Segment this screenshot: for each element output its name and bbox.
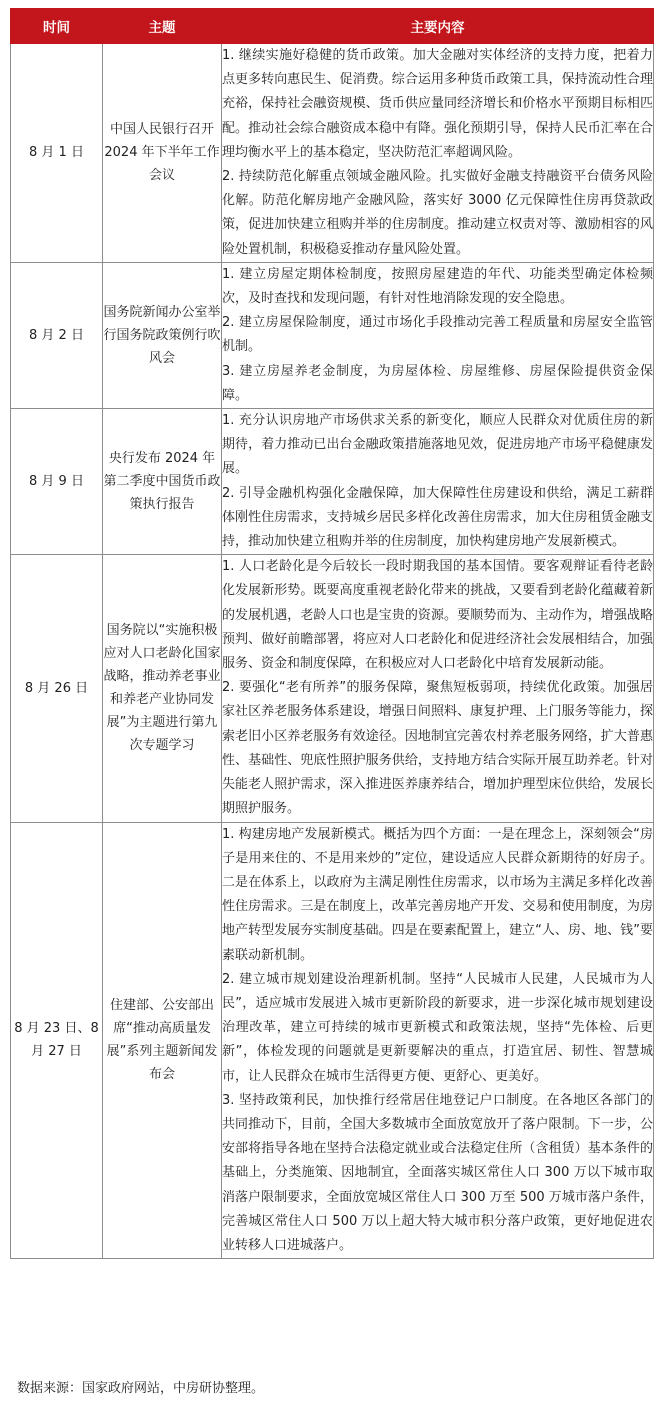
data-source-note: 数据来源：国家政府网站，中房研协整理。 bbox=[17, 1381, 265, 1396]
row-date: 8 月 26 日 bbox=[11, 555, 103, 822]
content-item: 1. 人口老龄化是今后较长一段时期我国的基本国情。要客观辩证看待老龄化发展新形势。既要高度重视老龄化带来的挑战，又要看到老龄化蕴藏着新的发展机遇，老龄人口也是宝贵的资源。要顺势而为、主动作为，增强战略预判、做好前瞻部署，将应对人口老龄化和促进经济社会发展相结合，加强服务、资金和制度保障，在积极应对人口老龄化中培育发展新动能。 bbox=[222, 559, 653, 672]
content-item: 2. 建立房屋保险制度，通过市场化手段推动完善工程质量和房屋安全监管机制。 bbox=[222, 315, 653, 355]
content-item: 2. 持续防范化解重点领域金融风险。扎实做好金融支持融资平台债务风险化解。防范化解房地产金融风险，落实好 3000 亿元保障性住房再贷款政策，促进加快建立租购并举的住房制度。推动建立权责对等、激励相容的风险处置机制，积极稳妥推动存量风险处置。 bbox=[222, 169, 653, 257]
table-row bbox=[11, 409, 654, 555]
row-date: 8 月 23 日、8 月 27 日 bbox=[11, 822, 103, 1259]
row-topic: 国务院以“实施积极应对人口老龄化国家战略，推动养老事业和养老产业协同发展”为主题进行第九次专题学习 bbox=[103, 555, 222, 822]
content-item: 3. 建立房屋养老金制度，为房屋体检、房屋维修、房屋保险提供资金保障。 bbox=[222, 363, 653, 403]
table-row bbox=[11, 822, 654, 1259]
row-content bbox=[222, 44, 654, 263]
row-content bbox=[222, 262, 654, 408]
content-item: 1. 建立房屋定期体检制度，按照房屋建造的年代、功能类型确定体检频次，及时查找和发现问题，有针对性地消除发现的安全隐患。 bbox=[222, 266, 653, 307]
policy-table bbox=[10, 8, 654, 1259]
row-topic: 央行发布 2024 年第二季度中国货币政策执行报告 bbox=[103, 409, 222, 555]
content-item: 2. 建立城市规划建设治理新机制。坚持“人民城市人民建，人民城市为人民”，适应城市发展进入城市更新阶段的新要求，进一步深化城市规划建设治理改革，建立可持续的城市更新模式和政策法规，坚持“先体检、后更新”，体检发现的问题就是更新要解决的重点，打造宜居、韧性、智慧城市，让人民群众在城市生活得更方便、更舒心、更美好。 bbox=[222, 971, 653, 1084]
row-date: 8 月 9 日 bbox=[11, 409, 103, 555]
row-content bbox=[222, 822, 654, 1259]
row-topic: 住建部、公安部出席“推动高质量发展”系列主题新闻发布会 bbox=[103, 822, 222, 1259]
header-time: 时间 bbox=[11, 9, 103, 44]
row-topic: 国务院新闻办公室举行国务院政策例行吹风会 bbox=[103, 262, 222, 408]
row-content bbox=[222, 555, 654, 822]
content-item: 2. 要强化“老有所养”的服务保障，聚焦短板弱项，持续优化政策。加强居家社区养老服务体系建设，增强日间照料、康复护理、上门服务等能力，探索老旧小区养老服务有效途径。因地制宜完善农村养老服务网络，扩大普惠性、基础性、兜底性照护服务供给，支持地方结合实际开展互助养老。针对失能老人照护需求，深入推进医养康养结合，增加护理型床位供给，发展长期照护服务。 bbox=[222, 680, 653, 817]
row-topic: 中国人民银行召开 2024 年下半年工作会议 bbox=[103, 44, 222, 263]
table-row bbox=[11, 44, 654, 263]
content-item: 1. 继续实施好稳健的货币政策。加大金融对实体经济的支持力度，把着力点更多转向惠民生、促消费。综合运用多种货币政策工具，保持流动性合理充裕，保持社会融资规模、货币供应量同经济增长和价格水平预期目标相匹配。推动社会综合融资成本稳中有降。强化预期引导，保持人民币汇率在合理均衡水平上的基本稳定，坚决防范汇率超调风险。 bbox=[222, 48, 653, 160]
content-item: 2. 引导金融机构强化金融保障，加大保障性住房建设和供给，满足工薪群体刚性住房需求，支持城乡居民多样化改善住房需求，加大住房租赁金融支持，推动加快建立租购并举的住房制度，加快构建房地产发展新模式。 bbox=[222, 485, 653, 550]
row-date: 8 月 2 日 bbox=[11, 262, 103, 408]
table-row bbox=[11, 262, 654, 408]
header-topic: 主题 bbox=[103, 9, 222, 44]
content-item: 1. 构建房地产发展新模式。概括为四个方面：一是在理念上，深刻领会“房子是用来住的、不是用来炒的”定位，建设适应人民群众新期待的好房子。二是在体系上，以政府为主满足刚性住房需求，以市场为主满足多样化改善性住房需求。三是在制度上，改革完善房地产开发、交易和使用制度，为房地产转型发展夯实制度基础。四是在要素配置上，建立“人、房、地、钱”要素联动新机制。 bbox=[222, 826, 653, 963]
header-content: 主要内容 bbox=[222, 9, 654, 44]
row-date: 8 月 1 日 bbox=[11, 44, 103, 263]
row-content bbox=[222, 409, 654, 555]
table-header-row bbox=[11, 9, 654, 44]
table-row bbox=[11, 555, 654, 822]
content-item: 1. 充分认识房地产市场供求关系的新变化，顺应人民群众对优质住房的新期待，着力推动已出台金融政策措施落地见效，促进房地产市场平稳健康发展。 bbox=[222, 413, 653, 477]
content-item: 3. 坚持政策利民，加快推行经常居住地登记户口制度。在各地区各部门的共同推动下，目前，全国大多数城市全面放宽放开了落户限制。下一步，公安部将指导各地在坚持合法稳定就业或合法稳定住所（含租赁）基本条件的基础上，分类施策、因地制宜，全面落实城区常住人口 300 万以下城市取消落户限制要求，全面放宽城区常住人口 300 万至 500 万城市落户条件，完善城区常住人口 500 万以上超大特大城市积分落户政策，更好地促进农业转移人口进城落户。 bbox=[222, 1092, 653, 1253]
